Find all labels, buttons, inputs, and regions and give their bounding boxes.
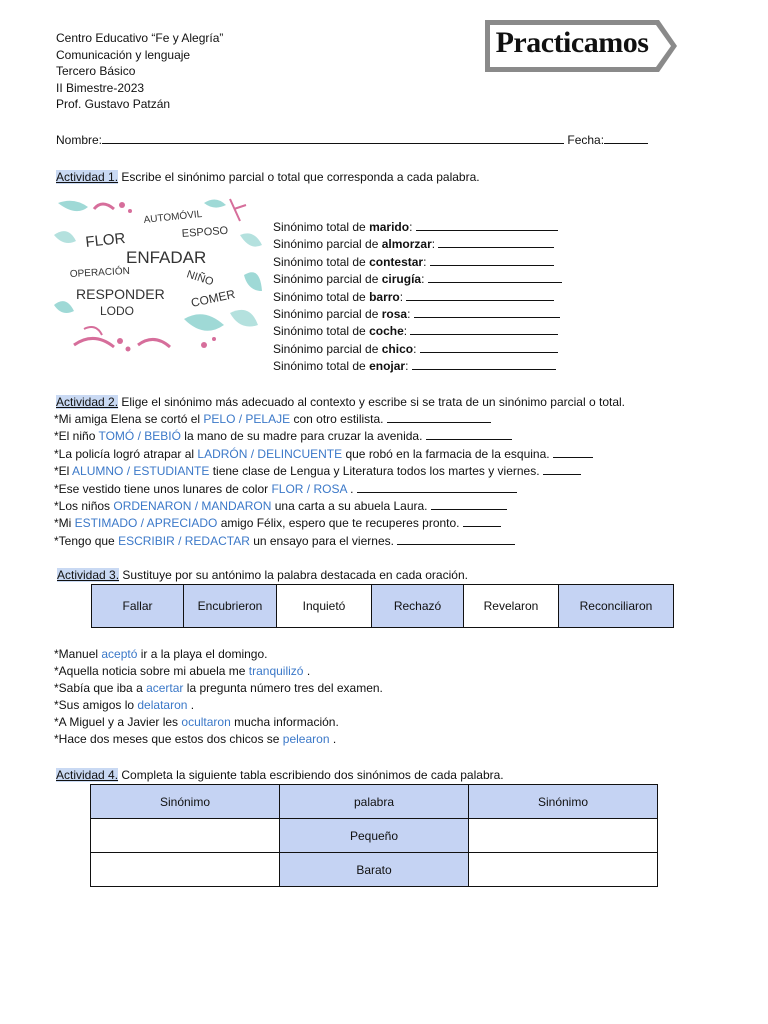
answer-blank[interactable] bbox=[431, 499, 507, 510]
date-field[interactable] bbox=[604, 133, 648, 144]
option-pair: FLOR / ROSA bbox=[271, 481, 347, 496]
cloud-word: NIÑO bbox=[185, 268, 215, 289]
list-item: Sinónimo total de barro: bbox=[273, 289, 562, 306]
activity3-label: Actividad 3. bbox=[57, 568, 120, 582]
activity3-instruction: Sustituye por su antónimo la palabra destacada en cada oración. bbox=[122, 568, 468, 582]
list-item: Sinónimo parcial de chico: bbox=[273, 341, 562, 358]
list-item: *El niño TOMÓ / BEBIÓ la mano de su madre para cruzar la avenida. bbox=[54, 428, 593, 445]
option-pair: ESTIMADO / APRECIADO bbox=[74, 516, 218, 531]
name-date-line bbox=[56, 133, 648, 147]
school-header bbox=[56, 30, 223, 113]
cloud-word: FLOR bbox=[84, 229, 127, 251]
answer-blank[interactable] bbox=[426, 429, 512, 440]
antonym-word-bank bbox=[91, 584, 674, 628]
list-item: Sinónimo parcial de rosa: bbox=[273, 306, 562, 323]
list-item: *Manuel aceptó ir a la playa el domingo. bbox=[54, 647, 268, 661]
cloud-word: LODO bbox=[100, 304, 135, 318]
highlighted-word: tranquilizó bbox=[248, 664, 304, 679]
option-pair: ORDENARON / MANDARON bbox=[113, 499, 272, 514]
option-pair: LADRÓN / DELINCUENTE bbox=[197, 446, 343, 461]
list-item: *El ALUMNO / ESTUDIANTE tiene clase de Lengua y Literatura todos los martes y viernes. bbox=[54, 463, 593, 480]
list-item: Sinónimo total de marido: bbox=[273, 219, 562, 236]
list-item: *Tengo que ESCRIBIR / REDACTAR un ensayo para el viernes. bbox=[54, 533, 593, 550]
list-item: *Ese vestido tiene unos lunares de color FLOR / ROSA . bbox=[54, 481, 593, 498]
answer-blank[interactable] bbox=[406, 290, 554, 301]
school-name: Centro Educativo “Fe y Alegría” bbox=[56, 31, 224, 45]
synonym-list bbox=[273, 219, 562, 376]
activity2-title bbox=[56, 395, 625, 409]
answer-blank[interactable] bbox=[420, 342, 558, 353]
list-item: *La policía logró atrapar al LADRÓN / DELINCUENTE que robó en la farmacia de la esquina. bbox=[54, 446, 593, 463]
cloud-word: RESPONDER bbox=[76, 286, 165, 302]
word-cell: Barato bbox=[280, 853, 469, 887]
badge-title: Practicamos bbox=[495, 26, 649, 59]
option-pair: ESCRIBIR / REDACTAR bbox=[118, 533, 250, 548]
list-item: *Mi ESTIMADO / APRECIADO amigo Félix, espero que te recuperes pronto. bbox=[54, 515, 593, 532]
answer-blank[interactable] bbox=[553, 447, 593, 458]
answer-blank[interactable] bbox=[438, 237, 554, 248]
grade: Tercero Básico bbox=[56, 64, 136, 78]
list-item: *Hace dos meses que estos dos chicos se pelearon . bbox=[54, 732, 337, 747]
practicamos-badge bbox=[483, 18, 679, 74]
highlighted-word: aceptó bbox=[101, 647, 138, 661]
teacher: Prof. Gustavo Patzán bbox=[56, 97, 171, 111]
word-bank-cell: Reconciliaron bbox=[559, 585, 674, 628]
list-item: Sinónimo total de contestar: bbox=[273, 254, 562, 271]
answer-blank[interactable] bbox=[430, 255, 554, 266]
word-bank-cell: Rechazó bbox=[372, 585, 464, 628]
list-item: *Sabía que iba a acertar la pregunta número tres del examen. bbox=[54, 681, 383, 696]
list-item: *Mi amiga Elena se cortó el PELO / PELAJE con otro estilista. bbox=[54, 411, 593, 428]
column-header: palabra bbox=[280, 785, 469, 819]
table-row bbox=[91, 819, 658, 853]
column-header: Sinónimo bbox=[91, 785, 280, 819]
answer-blank[interactable] bbox=[412, 359, 556, 370]
column-header: Sinónimo bbox=[469, 785, 658, 819]
table-header-row bbox=[91, 785, 658, 819]
list-item: *Aquella noticia sobre mi abuela me tranquilizó . bbox=[54, 664, 311, 679]
answer-blank[interactable] bbox=[428, 272, 562, 283]
option-pair: TOMÓ / BEBIÓ bbox=[98, 429, 181, 444]
word-bank-cell: Encubrieron bbox=[184, 585, 277, 628]
answer-blank[interactable] bbox=[357, 482, 517, 493]
name-label: Nombre: bbox=[56, 133, 103, 147]
highlighted-word: pelearon bbox=[282, 732, 330, 747]
list-item: Sinónimo parcial de almorzar: bbox=[273, 236, 562, 253]
list-item: *Sus amigos lo delataron . bbox=[54, 698, 195, 713]
cloud-word: ENFADAR bbox=[126, 248, 207, 267]
answer-blank[interactable] bbox=[463, 516, 501, 527]
list-item: Sinónimo parcial de cirugía: bbox=[273, 271, 562, 288]
activity2-instruction: Elige el sinónimo más adecuado al contexto y escribe si se trata de un sinónimo parcial o total. bbox=[121, 395, 625, 409]
answer-blank[interactable] bbox=[397, 534, 515, 545]
word-bank-cell: Revelaron bbox=[464, 585, 559, 628]
highlighted-word: acertar bbox=[146, 681, 184, 696]
answer-blank[interactable] bbox=[387, 412, 491, 423]
activity1-title bbox=[56, 170, 480, 184]
answer-cell[interactable] bbox=[91, 819, 280, 853]
cloud-word: OPERACIÓN bbox=[69, 265, 131, 280]
word-bank-cell: Inquietó bbox=[277, 585, 372, 628]
answer-cell[interactable] bbox=[469, 853, 658, 887]
highlighted-word: delataron bbox=[137, 698, 188, 713]
cloud-word: COMER bbox=[189, 286, 237, 310]
activity4-instruction: Completa la siguiente tabla escribiendo dos sinónimos de cada palabra. bbox=[121, 768, 504, 782]
date-label: Fecha: bbox=[567, 133, 605, 147]
word-cloud-image bbox=[54, 195, 262, 359]
term: II Bimestre-2023 bbox=[56, 80, 145, 95]
word-cell: Pequeño bbox=[280, 819, 469, 853]
activity4-label: Actividad 4. bbox=[56, 768, 119, 782]
activity3-title bbox=[57, 568, 468, 582]
table-row bbox=[91, 853, 658, 887]
activity2-sentences bbox=[54, 411, 593, 550]
activity1-label: Actividad 1. bbox=[56, 170, 119, 184]
activity4-title bbox=[56, 768, 504, 782]
option-pair: ALUMNO / ESTUDIANTE bbox=[72, 464, 210, 479]
list-item: *Los niños ORDENARON / MANDARON una carta a su abuela Laura. bbox=[54, 498, 593, 515]
answer-cell[interactable] bbox=[91, 853, 280, 887]
list-item: Sinónimo total de enojar: bbox=[273, 358, 562, 375]
option-pair: PELO / PELAJE bbox=[203, 412, 291, 426]
word-cloud-graphic bbox=[54, 195, 262, 359]
list-item: Sinónimo total de coche: bbox=[273, 323, 562, 340]
name-field[interactable] bbox=[102, 133, 564, 144]
list-item: *A Miguel y a Javier les ocultaron mucha información. bbox=[54, 715, 339, 730]
answer-blank[interactable] bbox=[414, 307, 560, 318]
activity1-instruction: Escribe el sinónimo parcial o total que corresponda a cada palabra. bbox=[121, 170, 480, 184]
answer-blank[interactable] bbox=[410, 324, 558, 335]
answer-blank[interactable] bbox=[543, 464, 581, 475]
cloud-word: AUTOMÓVIL bbox=[143, 208, 203, 226]
cloud-word: ESPOSO bbox=[181, 224, 229, 240]
synonym-table bbox=[90, 784, 658, 887]
activity3-sentences bbox=[54, 646, 383, 749]
highlighted-word: ocultaron bbox=[181, 715, 231, 730]
subject: Comunicación y lenguaje bbox=[56, 47, 191, 62]
activity2-label: Actividad 2. bbox=[56, 395, 119, 409]
answer-cell[interactable] bbox=[469, 819, 658, 853]
word-bank-cell: Fallar bbox=[92, 585, 184, 628]
answer-blank[interactable] bbox=[416, 220, 558, 231]
